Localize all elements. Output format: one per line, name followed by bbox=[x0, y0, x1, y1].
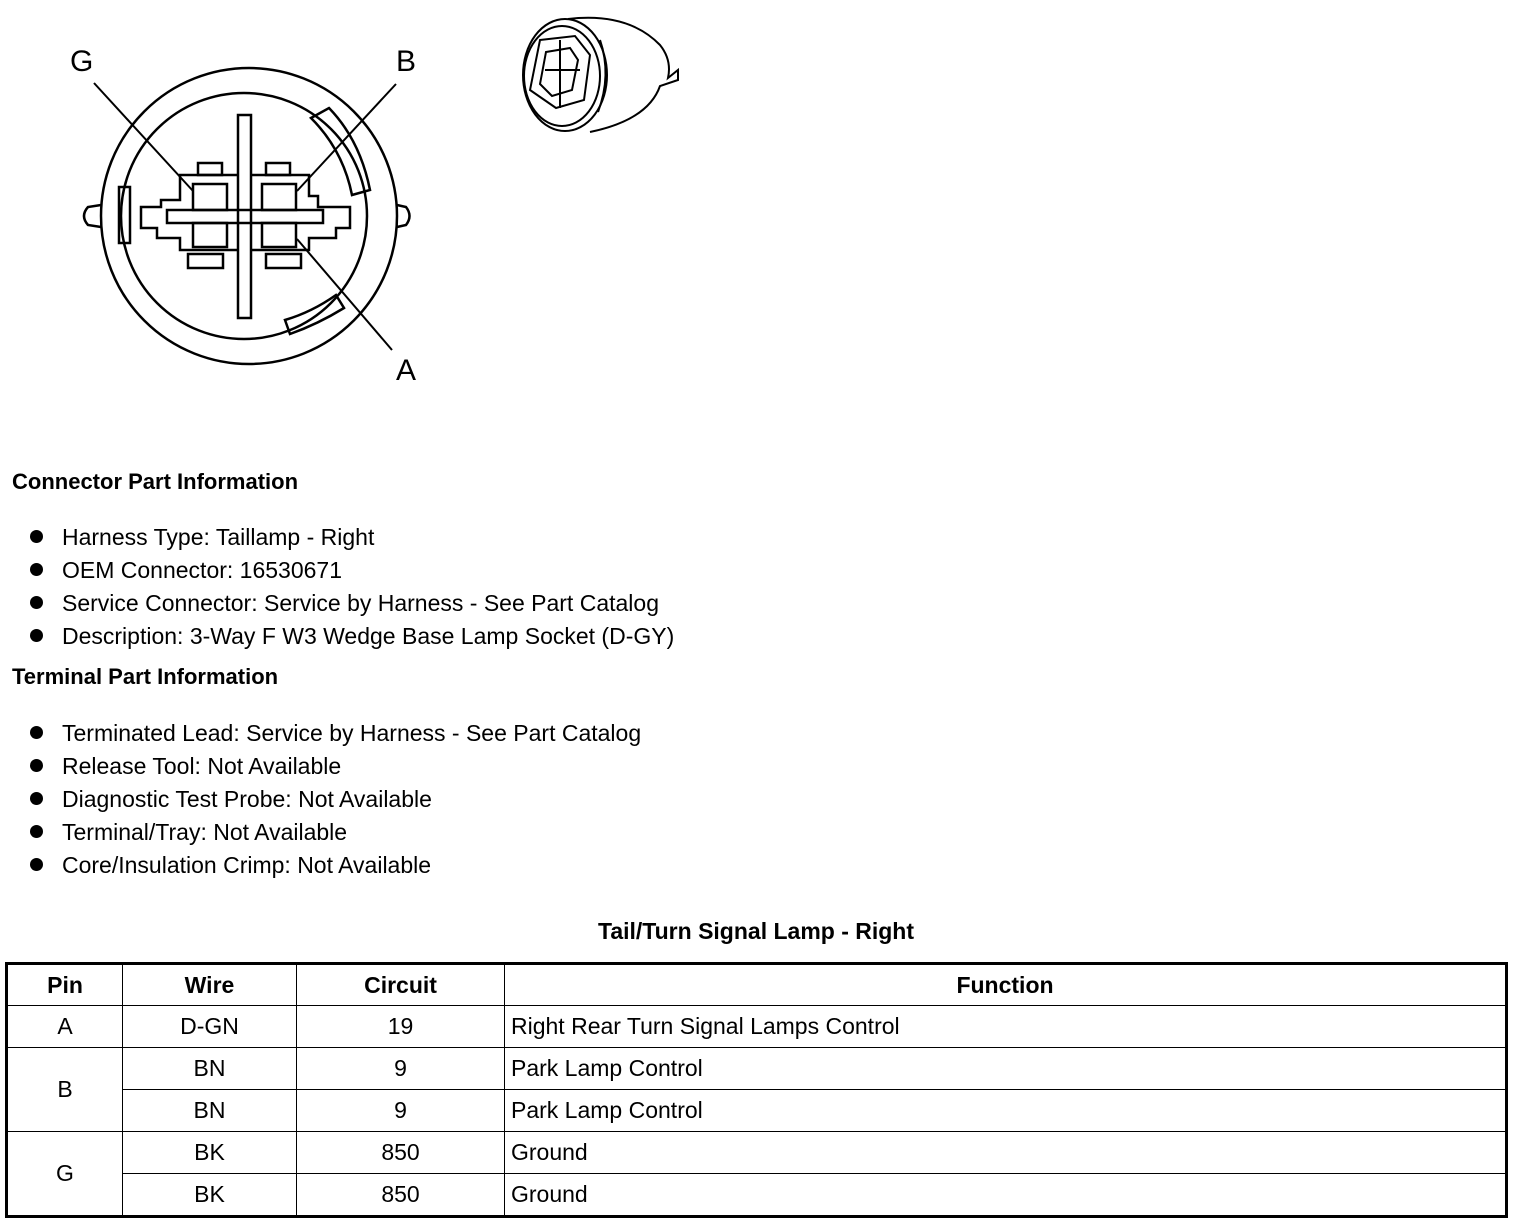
label-b: B bbox=[396, 45, 417, 78]
connector-diagram bbox=[0, 0, 720, 420]
header-circuit: Circuit bbox=[297, 964, 505, 1006]
list-item: Diagnostic Test Probe: Not Available bbox=[24, 785, 641, 818]
header-function: Function bbox=[505, 964, 1507, 1006]
table-row bbox=[7, 1173, 1507, 1216]
list-item: Harness Type: Taillamp - Right bbox=[24, 523, 674, 556]
cell-wire: D-GN bbox=[123, 1006, 297, 1048]
list-item: Terminated Lead: Service by Harness - See Part Catalog bbox=[24, 719, 641, 752]
pinout-table bbox=[5, 962, 1508, 1218]
list-item: Service Connector: Service by Harness - See Part Catalog bbox=[24, 589, 674, 622]
cell-function: Ground bbox=[505, 1173, 1507, 1216]
cell-wire: BK bbox=[123, 1131, 297, 1173]
terminal-cavity-g bbox=[141, 163, 238, 268]
table-row bbox=[7, 1047, 1507, 1089]
connector-part-info-list bbox=[24, 523, 674, 655]
terminal-part-info-list bbox=[24, 719, 641, 884]
table-header-row bbox=[7, 964, 1507, 1006]
connector-inner-ring bbox=[121, 93, 367, 339]
label-a: A bbox=[396, 354, 417, 387]
cell-function: Ground bbox=[505, 1131, 1507, 1173]
header-wire: Wire bbox=[123, 964, 297, 1006]
bullet-icon bbox=[30, 858, 43, 871]
label-g: G bbox=[70, 45, 94, 78]
list-item: Terminal/Tray: Not Available bbox=[24, 818, 641, 851]
cell-wire: BN bbox=[123, 1089, 297, 1131]
leader-line-a bbox=[297, 239, 392, 350]
cell-pin: G bbox=[7, 1131, 123, 1216]
connector-tab-right bbox=[397, 205, 410, 227]
bullet-icon bbox=[30, 629, 43, 642]
cell-pin: B bbox=[7, 1047, 123, 1131]
leader-line-g bbox=[94, 83, 193, 191]
cell-circuit: 850 bbox=[297, 1131, 505, 1173]
cell-function: Park Lamp Control bbox=[505, 1089, 1507, 1131]
bullet-icon bbox=[30, 825, 43, 838]
socket-perspective-view bbox=[523, 18, 678, 132]
bullet-icon bbox=[30, 759, 43, 772]
bullet-icon bbox=[30, 596, 43, 609]
connector-center-divider bbox=[238, 115, 251, 318]
bullet-icon bbox=[30, 563, 43, 576]
cell-circuit: 9 bbox=[297, 1089, 505, 1131]
list-item: Release Tool: Not Available bbox=[24, 752, 641, 785]
cell-circuit: 9 bbox=[297, 1047, 505, 1089]
terminal-cavity-b-a bbox=[251, 163, 350, 268]
cell-circuit: 850 bbox=[297, 1173, 505, 1216]
table-row bbox=[7, 1006, 1507, 1048]
connector-part-info-heading: Connector Part Information bbox=[12, 469, 299, 494]
cell-wire: BN bbox=[123, 1047, 297, 1089]
bullet-icon bbox=[30, 792, 43, 805]
bullet-icon bbox=[30, 530, 43, 543]
header-pin: Pin bbox=[7, 964, 123, 1006]
connector-tab-left bbox=[84, 205, 101, 227]
cell-pin: A bbox=[7, 1006, 123, 1048]
cell-function: Park Lamp Control bbox=[505, 1047, 1507, 1089]
table-row bbox=[7, 1131, 1507, 1173]
list-item: Core/Insulation Crimp: Not Available bbox=[24, 851, 641, 884]
table-title: Tail/Turn Signal Lamp - Right bbox=[597, 918, 915, 944]
list-item: Description: 3-Way F W3 Wedge Base Lamp Socket (D-GY) bbox=[24, 622, 674, 655]
connector-outer-ring bbox=[101, 68, 397, 364]
bullet-icon bbox=[30, 726, 43, 739]
cell-function: Right Rear Turn Signal Lamps Control bbox=[505, 1006, 1507, 1048]
terminal-part-info-heading: Terminal Part Information bbox=[12, 664, 279, 689]
list-item: OEM Connector: 16530671 bbox=[24, 556, 674, 589]
cell-wire: BK bbox=[123, 1173, 297, 1216]
table-row bbox=[7, 1089, 1507, 1131]
cell-circuit: 19 bbox=[297, 1006, 505, 1048]
connector-crossbar bbox=[167, 210, 323, 223]
